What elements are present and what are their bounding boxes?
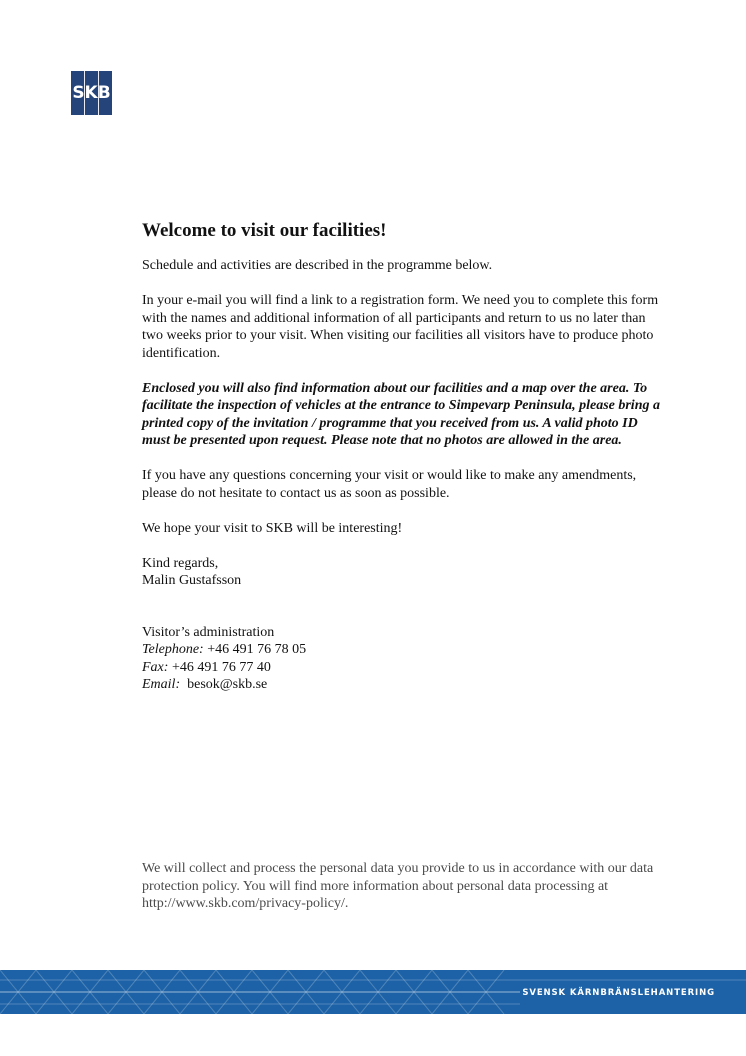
logo-text: SKB bbox=[72, 82, 111, 103]
department: Visitor’s administration bbox=[142, 624, 275, 640]
email-label: Email: bbox=[142, 677, 181, 692]
paragraph-questions: If you have any questions concerning your visit or would like to make any amendments, please do not hesitate to contact us as soon as possible. bbox=[142, 468, 637, 501]
email-value[interactable]: besok@skb.se bbox=[180, 677, 268, 692]
paragraph-enclosed-info: Enclosed you will also find information about our facilities and a map over the area. To facilitate the inspection of vehicles at the entrance to Simpevarp Peninsula, please bring a printed copy of the invitation / programme that you received from us. A valid photo ID must be presented upon request. Please note that no photos are allowed in the area. bbox=[142, 380, 660, 448]
banner-text: SVENSK KÄRNBRÄNSLEHANTERING bbox=[522, 988, 715, 998]
sign-off bbox=[142, 555, 662, 590]
letter-heading: Welcome to visit our facilities! bbox=[142, 220, 387, 241]
email-line bbox=[142, 676, 662, 694]
paragraph-hope: We hope your visit to SKB will be interesting! bbox=[142, 520, 403, 536]
telephone-label: Telephone: bbox=[142, 642, 204, 657]
signature: Malin Gustafsson bbox=[142, 573, 242, 588]
fax-value: +46 491 76 77 40 bbox=[168, 659, 271, 675]
contact-block bbox=[142, 624, 662, 694]
fax-line bbox=[142, 659, 662, 677]
telephone-value: +46 491 76 78 05 bbox=[203, 642, 307, 657]
telephone-line bbox=[142, 641, 662, 659]
paragraph-schedule: Schedule and activities are described in the programme below. bbox=[142, 258, 493, 273]
skb-logo bbox=[71, 71, 112, 115]
letter-body bbox=[142, 219, 662, 694]
footer-banner bbox=[0, 970, 746, 1014]
fax-label: Fax: bbox=[142, 659, 169, 675]
privacy-note: We will collect and process the personal data you provide to us in accordance with our data protection policy. You will find more information about personal data processing at http://www.skb.com/privacy-policy/. bbox=[142, 861, 654, 911]
closing: Kind regards, bbox=[142, 555, 219, 571]
paragraph-registration: In your e-mail you will find a link to a registration form. We need you to complete this form with the names and additional information of all participants and return to us no later than two weeks prior to your visit. When visiting our facilities all visitors have to produce photo identification. bbox=[142, 293, 659, 361]
